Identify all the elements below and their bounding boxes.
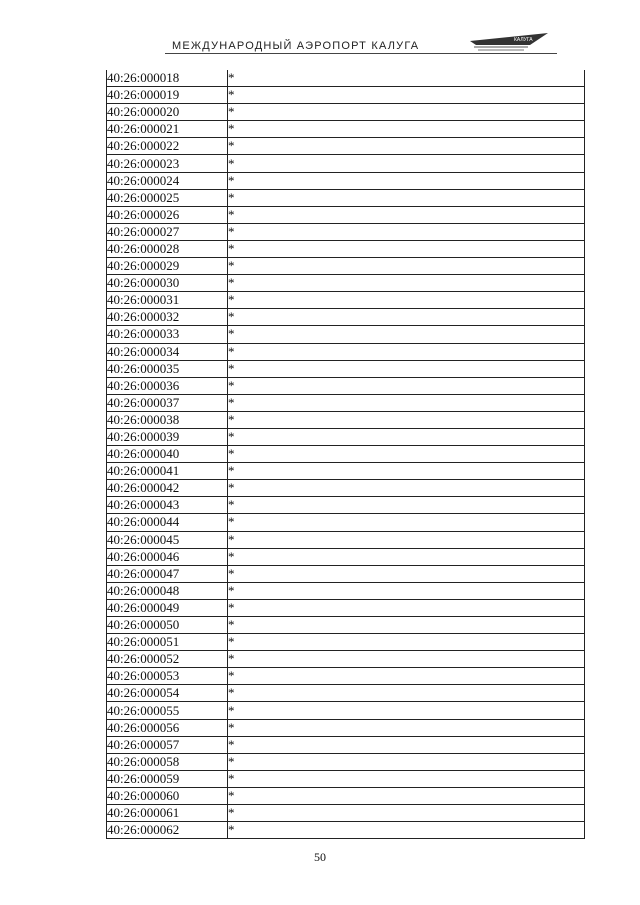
table-row xyxy=(107,309,585,326)
table-row xyxy=(107,446,585,463)
value-cell: * xyxy=(228,446,585,463)
table-row xyxy=(107,428,585,445)
page-number: 50 xyxy=(314,850,326,864)
cadastral-code-cell: 40:26:000048 xyxy=(107,582,228,599)
value-cell: * xyxy=(228,770,585,787)
cadastral-code-cell: 40:26:000060 xyxy=(107,787,228,804)
cadastral-code-cell: 40:26:000027 xyxy=(107,223,228,240)
cadastral-code-cell: 40:26:000033 xyxy=(107,326,228,343)
value-cell: * xyxy=(228,258,585,275)
cadastral-code-cell: 40:26:000018 xyxy=(107,70,228,87)
cadastral-code-cell: 40:26:000021 xyxy=(107,121,228,138)
table-row xyxy=(107,497,585,514)
cadastral-table xyxy=(106,70,585,839)
table-row xyxy=(107,770,585,787)
value-cell: * xyxy=(228,70,585,87)
cadastral-code-cell: 40:26:000041 xyxy=(107,463,228,480)
table-row xyxy=(107,685,585,702)
table-row xyxy=(107,719,585,736)
cadastral-code-cell: 40:26:000053 xyxy=(107,668,228,685)
cadastral-code-cell: 40:26:000062 xyxy=(107,822,228,839)
value-cell: * xyxy=(228,548,585,565)
cadastral-code-cell: 40:26:000040 xyxy=(107,446,228,463)
value-cell: * xyxy=(228,360,585,377)
value-cell: * xyxy=(228,121,585,138)
table-row xyxy=(107,206,585,223)
cadastral-code-cell: 40:26:000035 xyxy=(107,360,228,377)
table-row xyxy=(107,634,585,651)
value-cell: * xyxy=(228,326,585,343)
value-cell: * xyxy=(228,668,585,685)
table-row xyxy=(107,702,585,719)
table-row xyxy=(107,805,585,822)
cadastral-code-cell: 40:26:000058 xyxy=(107,753,228,770)
value-cell: * xyxy=(228,240,585,257)
value-cell: * xyxy=(228,206,585,223)
table-row xyxy=(107,736,585,753)
page-header xyxy=(0,0,640,60)
value-cell: * xyxy=(228,138,585,155)
cadastral-code-cell: 40:26:000061 xyxy=(107,805,228,822)
table-row xyxy=(107,138,585,155)
cadastral-code-cell: 40:26:000032 xyxy=(107,309,228,326)
table-row xyxy=(107,753,585,770)
value-cell: * xyxy=(228,514,585,531)
airport-logo-icon xyxy=(470,33,548,53)
value-cell: * xyxy=(228,411,585,428)
table-row xyxy=(107,104,585,121)
value-cell: * xyxy=(228,719,585,736)
value-cell: * xyxy=(228,480,585,497)
cadastral-code-cell: 40:26:000024 xyxy=(107,172,228,189)
table-row xyxy=(107,548,585,565)
cadastral-code-cell: 40:26:000050 xyxy=(107,617,228,634)
table-row xyxy=(107,651,585,668)
value-cell: * xyxy=(228,172,585,189)
value-cell: * xyxy=(228,292,585,309)
table-row xyxy=(107,617,585,634)
table-row xyxy=(107,70,585,87)
cadastral-code-cell: 40:26:000031 xyxy=(107,292,228,309)
cadastral-code-cell: 40:26:000038 xyxy=(107,411,228,428)
table-row xyxy=(107,189,585,206)
cadastral-code-cell: 40:26:000045 xyxy=(107,531,228,548)
table-row xyxy=(107,599,585,616)
cadastral-code-cell: 40:26:000039 xyxy=(107,428,228,445)
cadastral-code-cell: 40:26:000049 xyxy=(107,599,228,616)
table-row xyxy=(107,582,585,599)
table-row xyxy=(107,343,585,360)
table-row xyxy=(107,292,585,309)
value-cell: * xyxy=(228,343,585,360)
table-row xyxy=(107,668,585,685)
cadastral-code-cell: 40:26:000056 xyxy=(107,719,228,736)
cadastral-code-cell: 40:26:000022 xyxy=(107,138,228,155)
table-row xyxy=(107,121,585,138)
table-row xyxy=(107,155,585,172)
value-cell: * xyxy=(228,87,585,104)
cadastral-code-cell: 40:26:000023 xyxy=(107,155,228,172)
value-cell: * xyxy=(228,309,585,326)
table-row xyxy=(107,360,585,377)
cadastral-code-cell: 40:26:000020 xyxy=(107,104,228,121)
value-cell: * xyxy=(228,394,585,411)
value-cell: * xyxy=(228,497,585,514)
cadastral-code-cell: 40:26:000054 xyxy=(107,685,228,702)
value-cell: * xyxy=(228,617,585,634)
cadastral-code-cell: 40:26:000051 xyxy=(107,634,228,651)
cadastral-code-cell: 40:26:000034 xyxy=(107,343,228,360)
table-row xyxy=(107,87,585,104)
table-row xyxy=(107,258,585,275)
cadastral-code-cell: 40:26:000052 xyxy=(107,651,228,668)
table-row xyxy=(107,326,585,343)
value-cell: * xyxy=(228,736,585,753)
table-row xyxy=(107,172,585,189)
value-cell: * xyxy=(228,463,585,480)
value-cell: * xyxy=(228,805,585,822)
cadastral-code-cell: 40:26:000030 xyxy=(107,275,228,292)
table-row xyxy=(107,275,585,292)
value-cell: * xyxy=(228,189,585,206)
value-cell: * xyxy=(228,582,585,599)
logo-text: КАЛУГА xyxy=(514,37,533,43)
value-cell: * xyxy=(228,428,585,445)
value-cell: * xyxy=(228,531,585,548)
value-cell: * xyxy=(228,377,585,394)
cadastral-code-cell: 40:26:000036 xyxy=(107,377,228,394)
header-rule xyxy=(165,53,557,54)
table-row xyxy=(107,787,585,804)
table-row xyxy=(107,377,585,394)
value-cell: * xyxy=(228,685,585,702)
cadastral-code-cell: 40:26:000026 xyxy=(107,206,228,223)
value-cell: * xyxy=(228,702,585,719)
table-row xyxy=(107,480,585,497)
table-row xyxy=(107,240,585,257)
cadastral-code-cell: 40:26:000042 xyxy=(107,480,228,497)
cadastral-code-cell: 40:26:000029 xyxy=(107,258,228,275)
cadastral-code-cell: 40:26:000043 xyxy=(107,497,228,514)
table-row xyxy=(107,463,585,480)
cadastral-code-cell: 40:26:000055 xyxy=(107,702,228,719)
table-row xyxy=(107,223,585,240)
cadastral-code-cell: 40:26:000019 xyxy=(107,87,228,104)
value-cell: * xyxy=(228,651,585,668)
table-row xyxy=(107,565,585,582)
value-cell: * xyxy=(228,275,585,292)
value-cell: * xyxy=(228,787,585,804)
table-row xyxy=(107,411,585,428)
value-cell: * xyxy=(228,753,585,770)
table-row xyxy=(107,822,585,839)
cadastral-code-cell: 40:26:000047 xyxy=(107,565,228,582)
value-cell: * xyxy=(228,634,585,651)
cadastral-code-cell: 40:26:000025 xyxy=(107,189,228,206)
value-cell: * xyxy=(228,599,585,616)
header-title: МЕЖДУНАРОДНЫЙ АЭРОПОРТ КАЛУГА xyxy=(172,40,420,52)
value-cell: * xyxy=(228,155,585,172)
table-row xyxy=(107,531,585,548)
cadastral-code-cell: 40:26:000044 xyxy=(107,514,228,531)
cadastral-code-cell: 40:26:000059 xyxy=(107,770,228,787)
cadastral-code-cell: 40:26:000057 xyxy=(107,736,228,753)
value-cell: * xyxy=(228,223,585,240)
cadastral-code-cell: 40:26:000037 xyxy=(107,394,228,411)
cadastral-code-cell: 40:26:000028 xyxy=(107,240,228,257)
value-cell: * xyxy=(228,565,585,582)
value-cell: * xyxy=(228,104,585,121)
cadastral-code-cell: 40:26:000046 xyxy=(107,548,228,565)
table-row xyxy=(107,514,585,531)
table-row xyxy=(107,394,585,411)
value-cell: * xyxy=(228,822,585,839)
